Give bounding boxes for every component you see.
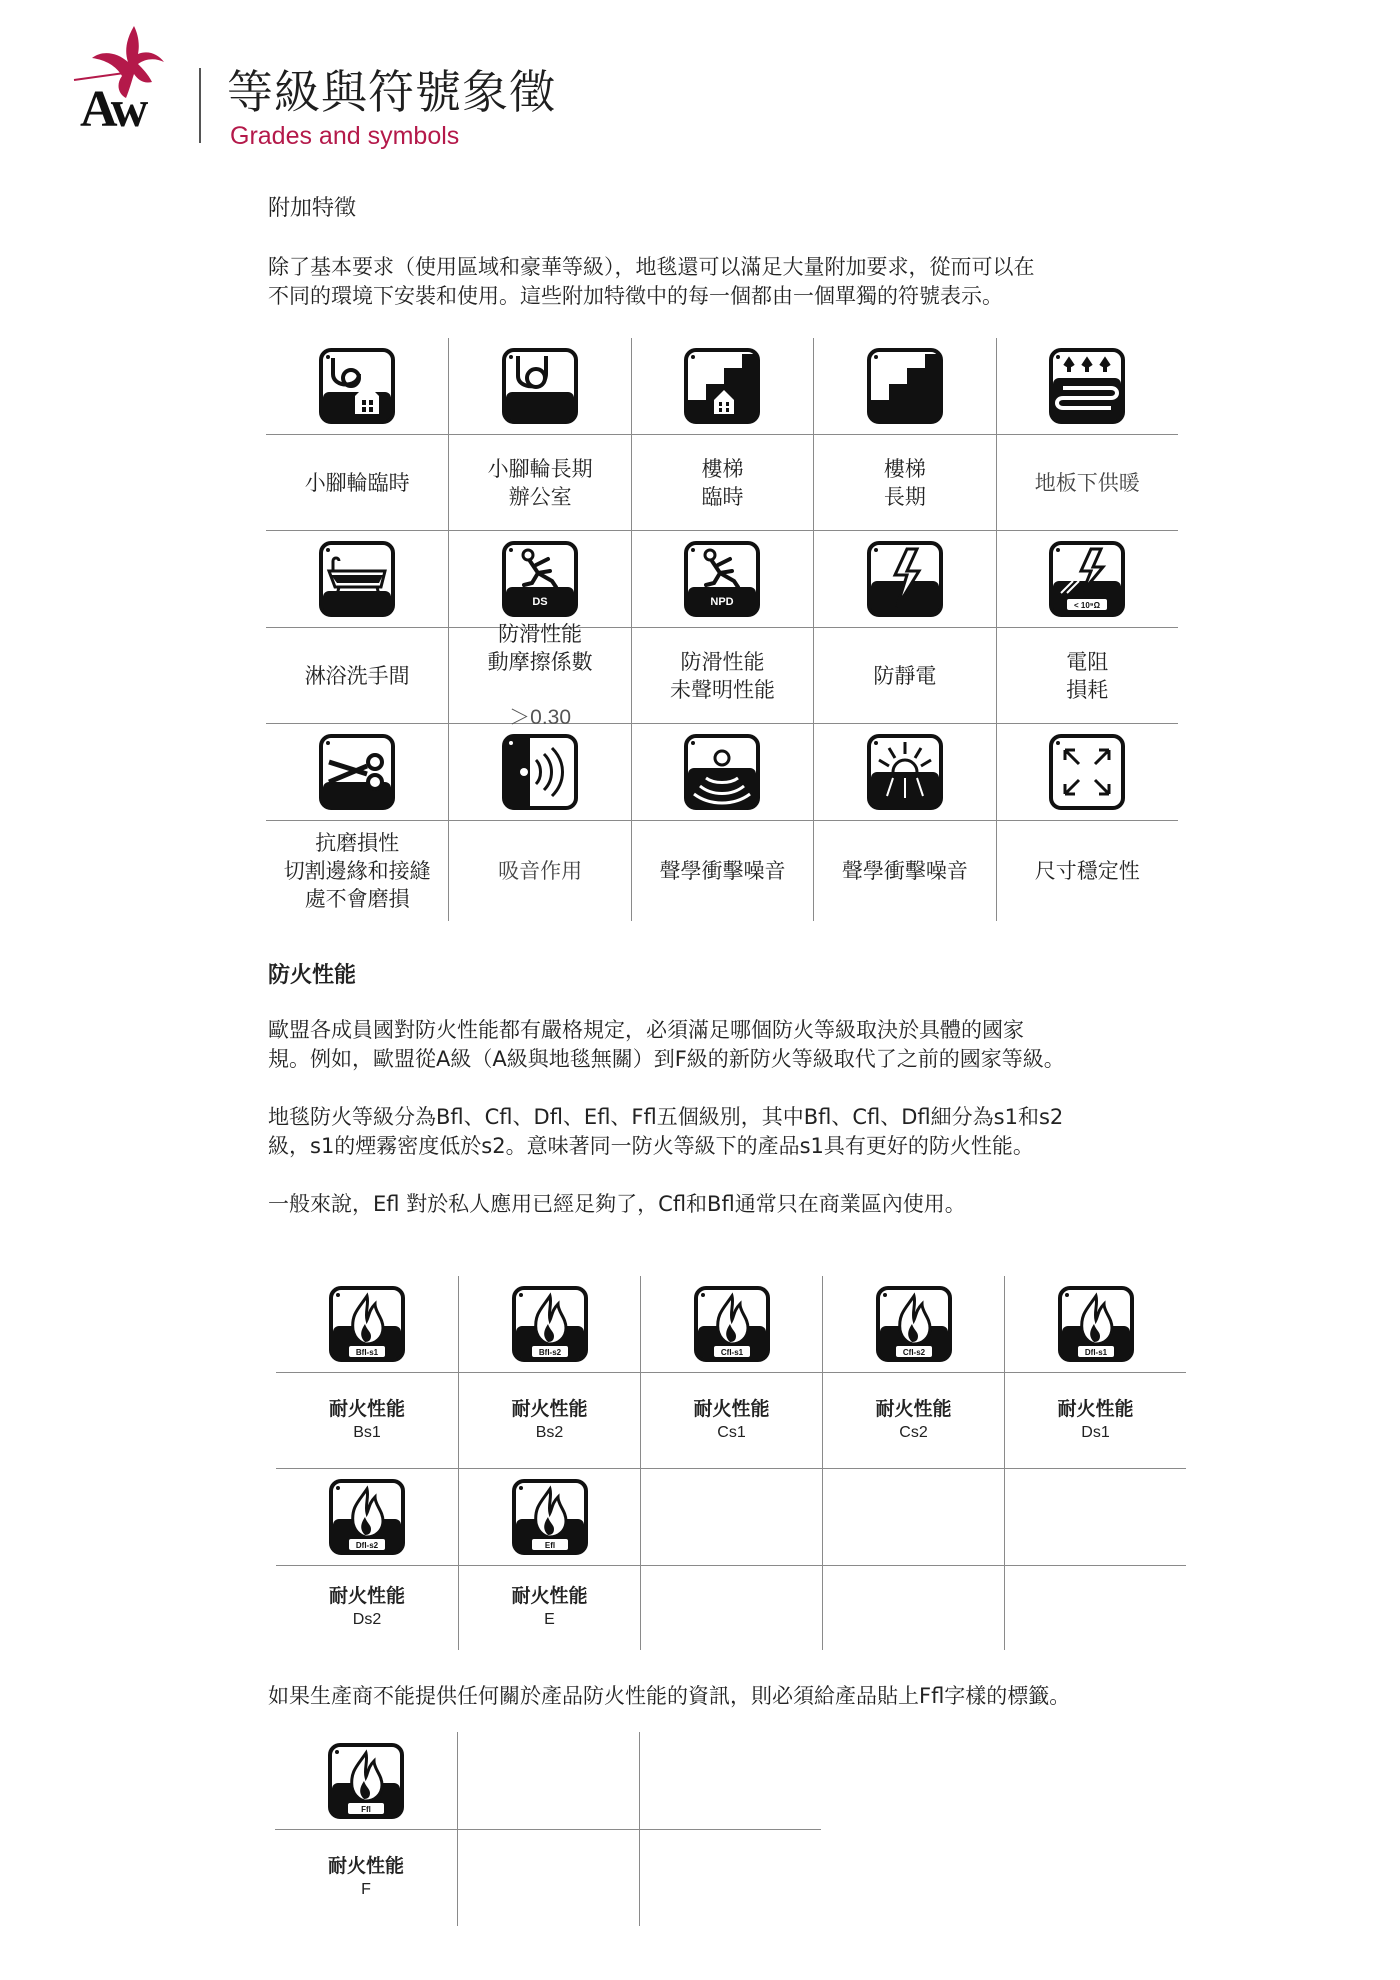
fire-class-icon	[512, 1479, 588, 1555]
feature-label: 聲學衝擊噪音	[659, 859, 786, 883]
scissors-icon	[319, 734, 395, 810]
resistance-icon-text: < 10⁹Ω	[1074, 601, 1101, 610]
fire-label-cell	[458, 1373, 640, 1469]
feature-label: 樓梯 長期	[883, 456, 926, 509]
feature-label-cell	[631, 628, 813, 724]
fire-class-label: 耐火性能 Cs2	[875, 1397, 951, 1445]
feature-label-cell	[813, 435, 995, 531]
feature-icon-cell	[266, 531, 448, 628]
fire-icon-cell	[457, 1732, 639, 1830]
stairs-house-icon	[684, 348, 760, 424]
fire-class-code: F	[361, 1881, 371, 1898]
fire-class-code: E	[544, 1611, 555, 1628]
fire-icon-cell	[275, 1732, 457, 1830]
fire-class-label: 耐火性能 Ds1	[1057, 1397, 1133, 1445]
feature-label: 防滑性能 未聲明性能	[669, 649, 775, 702]
feature-label-cell	[996, 435, 1178, 531]
fire-class-label: 耐火性能 E	[511, 1584, 587, 1632]
fire-icon-cell	[276, 1276, 458, 1373]
feature-label: 小腳輪長期 辦公室	[487, 456, 593, 509]
fire-icon-cell	[640, 1469, 822, 1566]
fire-class-label: 耐火性能 Bs2	[511, 1397, 587, 1445]
fire-label-cell	[639, 1830, 821, 1926]
feature-label: 樓梯 臨時	[701, 456, 744, 509]
feature-label-cell	[266, 628, 448, 724]
fire-class-icon	[328, 1743, 404, 1819]
feature-label-cell	[266, 821, 448, 921]
feature-label-cell	[631, 435, 813, 531]
fire-class-code: Bs2	[535, 1423, 564, 1441]
friction-value: ＞0.30	[509, 705, 572, 729]
fire-class-code: Cs2	[899, 1423, 928, 1441]
feature-label-cell	[996, 821, 1178, 921]
title-divider	[199, 68, 201, 143]
feature-label: 防滑性能 動摩擦係數	[487, 621, 593, 674]
fire-class-f-grid	[275, 1732, 821, 1926]
fire-p2-line-2: 級，s1的煙霧密度低於s2。意味著同一防火等級下的產品s1具有更好的防火性能。	[268, 1134, 1034, 1158]
feature-icon-cell	[813, 531, 995, 628]
feature-icon-cell	[631, 531, 813, 628]
fire-label-cell	[822, 1566, 1004, 1650]
fire-class-label: 耐火性能 F	[328, 1854, 404, 1902]
svg-text:Dfl-s1: Dfl-s1	[1084, 1348, 1107, 1357]
svg-text:Efl: Efl	[544, 1541, 555, 1550]
slip-npd-icon	[684, 541, 760, 617]
fire-class-icon	[512, 1286, 588, 1362]
fire-icon-cell	[458, 1469, 640, 1566]
feature-label-cell	[448, 435, 630, 531]
features-heading: 附加特徵	[268, 196, 357, 221]
fire-label-cell	[822, 1373, 1004, 1469]
fire-class-label: 耐火性能 Bs1	[329, 1397, 405, 1445]
svg-text:Ffl: Ffl	[361, 1804, 371, 1814]
fire-class-label: 耐火性能 Ds2	[329, 1584, 405, 1632]
fire-class-label: 耐火性能 Cs1	[693, 1397, 769, 1445]
feature-icon-cell	[996, 338, 1178, 435]
fire-class-icon	[329, 1286, 405, 1362]
page-title: 等級與符號象徵	[227, 65, 556, 119]
feature-label-cell	[631, 821, 813, 921]
fire-p3: 一般來說，Efl 對於私人應用已經足夠了，Cfl和Bfl通常只在商業區內使用。	[268, 1192, 966, 1216]
fire-class-code: Ds1	[1081, 1423, 1110, 1441]
svg-text:Bfl-s2: Bfl-s2	[538, 1348, 561, 1357]
fire-label-cell	[1004, 1566, 1186, 1650]
fire-p1-line-2: 規。例如，歐盟從A級（A級與地毯無關）到F級的新防火等級取代了之前的國家等級。	[268, 1047, 1065, 1071]
fire-p1-line-1: 歐盟各成員國對防火性能都有嚴格規定，必須滿足哪個防火等級取決於具體的國家	[268, 1018, 1024, 1042]
sunlight-icon	[867, 734, 943, 810]
svg-text:Bfl-s1: Bfl-s1	[355, 1348, 379, 1357]
feature-label-cell	[996, 628, 1178, 724]
logo-text: Aw	[80, 81, 146, 138]
feature-label-cell	[813, 821, 995, 921]
castor-chair-office-icon	[502, 348, 578, 424]
fire-class-code: Cs1	[717, 1423, 746, 1441]
svg-text:Cfl-s1: Cfl-s1	[720, 1348, 743, 1357]
fire-label-cell	[457, 1830, 639, 1926]
fire-label-cell	[275, 1830, 457, 1926]
feature-icon-cell	[996, 531, 1178, 628]
fire-class-icon	[876, 1286, 952, 1362]
feature-label-cell	[266, 435, 448, 531]
fire-class-icon	[694, 1286, 770, 1362]
feature-label: 吸音作用	[498, 859, 583, 883]
fire-label-cell	[458, 1566, 640, 1650]
fire-note: 如果生產商不能提供任何關於產品防火性能的資訊，則必須給產品貼上Ffl字樣的標籤。	[268, 1684, 1071, 1708]
features-grid	[266, 338, 1178, 921]
sound-absorption-icon	[502, 734, 578, 810]
feature-label-cell	[813, 628, 995, 724]
feature-label-cell	[448, 621, 630, 729]
stairs-icon	[867, 348, 943, 424]
fire-icon-cell	[276, 1469, 458, 1566]
fire-label-cell	[276, 1373, 458, 1469]
fire-class-code: Ds2	[352, 1611, 382, 1628]
feature-label: 防靜電	[873, 663, 937, 688]
feature-icon-cell	[631, 724, 813, 821]
fire-class-code: Bs1	[353, 1423, 381, 1441]
feature-icon-cell	[631, 338, 813, 435]
fire-icon-cell	[458, 1276, 640, 1373]
feature-icon-cell	[813, 724, 995, 821]
feature-icon-cell	[813, 338, 995, 435]
svg-text:Cfl-s2: Cfl-s2	[902, 1348, 925, 1357]
fire-heading: 防火性能	[268, 963, 357, 988]
feature-icon-cell	[266, 338, 448, 435]
fire-icon-cell	[1004, 1469, 1186, 1566]
feature-icon-cell	[996, 724, 1178, 821]
svg-text:Dfl-s2: Dfl-s2	[355, 1541, 379, 1550]
features-intro-line-2: 不同的環境下安裝和使用。這些附加特徵中的每一個都由一個單獨的符號表示。	[268, 284, 1003, 308]
fire-label-cell	[640, 1373, 822, 1469]
feature-label: 電阻 損耗	[1066, 649, 1109, 702]
bathtub-icon	[319, 541, 395, 617]
fire-icon-cell	[822, 1276, 1004, 1373]
fire-class-icon	[1058, 1286, 1134, 1362]
slip-npd-icon-text: NPD	[710, 596, 735, 608]
feature-icon-cell	[448, 338, 630, 435]
fire-label-cell	[276, 1566, 458, 1650]
feature-label: 尺寸穩定性	[1034, 859, 1140, 883]
feature-icon-cell	[266, 724, 448, 821]
feature-label: 淋浴洗手間	[304, 663, 410, 688]
castor-chair-house-icon	[319, 348, 395, 424]
underfloor-heating-icon	[1049, 348, 1125, 424]
page-subtitle: Grades and symbols	[230, 122, 460, 150]
fire-icon-cell	[639, 1732, 821, 1830]
fire-icon-cell	[640, 1276, 822, 1373]
fire-icon-cell	[1004, 1276, 1186, 1373]
fire-icon-cell	[822, 1469, 1004, 1566]
features-intro-line-1: 除了基本要求（使用區域和豪華等級），地毯還可以滿足大量附加要求，從而可以在	[268, 255, 1035, 279]
feature-label-cell	[448, 821, 630, 921]
fire-class-grid	[276, 1276, 1186, 1650]
fire-label-cell	[1004, 1373, 1186, 1469]
slip-ds-icon-text: DS	[532, 596, 548, 608]
impact-sound-icon	[684, 734, 760, 810]
electrical-resistance-icon	[1049, 541, 1125, 617]
feature-label: 地板下供暖	[1034, 470, 1140, 495]
feature-label: 聲學衝擊噪音	[841, 859, 968, 883]
fire-class-icon	[329, 1479, 405, 1555]
feature-label: 小腳輪臨時	[304, 470, 410, 495]
feature-icon-cell	[448, 724, 630, 821]
feature-label: 抗磨損性 切割邊緣和接縫 處不會磨損	[283, 831, 431, 911]
page-header	[72, 18, 772, 148]
dimension-stability-icon	[1049, 734, 1125, 810]
fire-p2-line-1: 地毯防火等級分為Bfl、Cfl、Dfl、Efl、Ffl五個級別，其中Bfl、Cfl、Dfl細分為s1和s2	[268, 1105, 1064, 1129]
antistatic-icon	[867, 541, 943, 617]
fire-label-cell	[640, 1566, 822, 1650]
